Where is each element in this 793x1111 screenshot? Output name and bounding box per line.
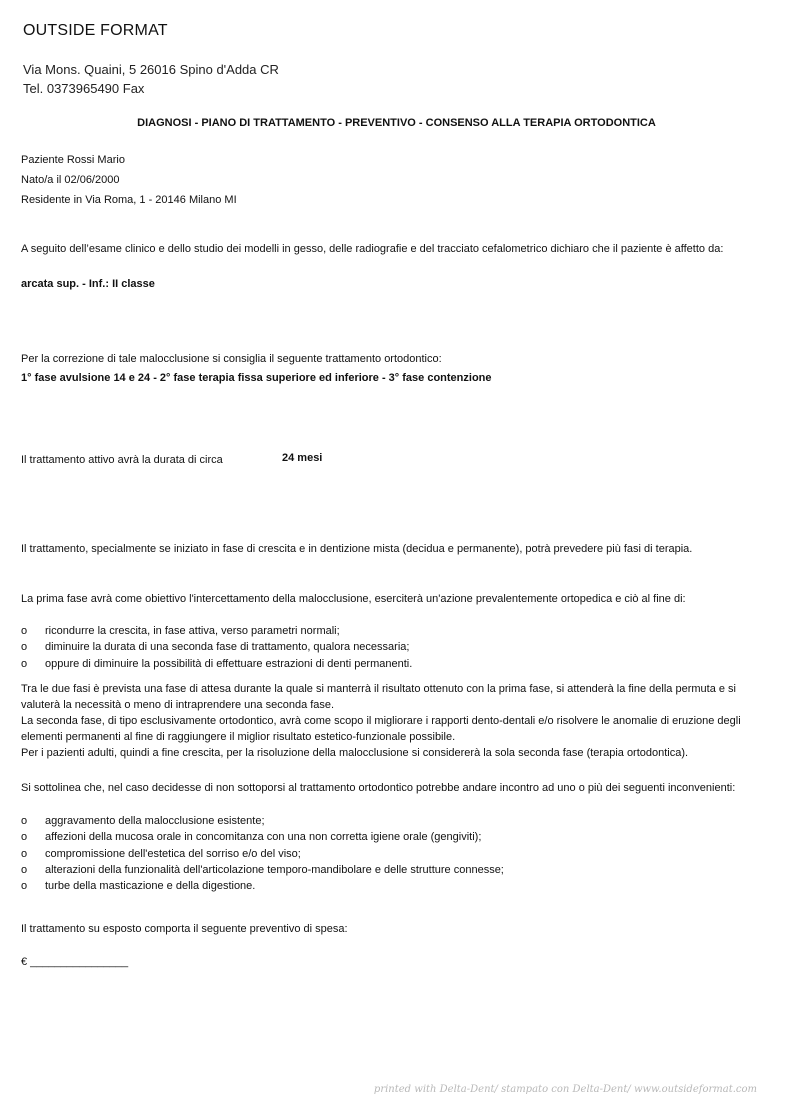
list-item-text: aggravamento della malocclusione esistente; [45, 815, 265, 827]
list-item [21, 862, 751, 878]
phases-paragraph-2: La prima fase avrà come obiettivo l'intercettamento della malocclusione, eserciterà un'azione prevalentemente ortopedica e ciò al fine di: [21, 593, 686, 605]
list-item [21, 623, 751, 639]
list-item [21, 656, 751, 672]
bullet-icon: o [21, 641, 28, 654]
footer-printed-with: printed with Delta-Dent/ stampato con Delta-Dent/ www.outsideformat.com [373, 1084, 757, 1095]
cost-intro: Il trattamento su esposto comporta il seguente preventivo di spesa: [21, 923, 348, 935]
list-item-text: diminuire la durata di una seconda fase di trattamento, qualora necessaria; [45, 641, 410, 654]
document-title: DIAGNOSI - PIANO DI TRATTAMENTO - PREVENTIVO - CONSENSO ALLA TERAPIA ORTODONTICA [137, 117, 656, 129]
phases-paragraph-3: Tra le due fasi è prevista una fase di attesa durante la quale si manterrà il risultato ottenuto con la prima fase, si attenderà la fine della permuta e si valuterà la necessità o meno di intraprendere una seconda fase. [21, 683, 736, 712]
bullet-icon: o [21, 625, 28, 637]
treatment-value: 1° fase avulsione 14 e 24 - 2° fase terapia fissa superiore ed inferiore - 3° fase contenzione [21, 372, 492, 384]
company-phone: Tel. 0373965490 Fax [23, 81, 145, 96]
list-item-text: oppure di diminuire la possibilità di effettuare estrazioni di denti permanenti. [45, 657, 413, 670]
bullet-icon: o [21, 847, 28, 860]
treatment-intro: Per la correzione di tale malocclusione si consiglia il seguente trattamento ortodontico: [21, 353, 442, 365]
bullet-icon: o [21, 657, 28, 670]
company-address: Via Mons. Quaini, 5 26016 Spino d'Adda CR [23, 62, 279, 77]
bullet-icon: o [21, 831, 28, 844]
list-item [21, 829, 751, 845]
diagnosis-intro: A seguito dell’esame clinico e dello studio dei modelli in gesso, delle radiografie e del tracciato cefalometrico dichiaro che il paziente è affetto da: [21, 243, 724, 255]
phase-goals-list [21, 623, 751, 672]
risks-intro: Si sottolinea che, nel caso decidesse di non sottoporsi al trattamento ortodontico potrebbe andare incontro ad uno o più dei seguenti inconvenienti: [21, 782, 736, 794]
list-item [21, 813, 751, 829]
list-item-text: affezioni della mucosa orale in concomitanza con una non corretta igiene orale (gengiviti); [45, 831, 482, 844]
list-item-text: compromissione dell'estetica del sorriso e/o del viso; [45, 847, 301, 860]
company-name: OUTSIDE FORMAT [23, 22, 168, 39]
patient-birth: Nato/a il 02/06/2000 [21, 174, 120, 186]
phases-paragraph-4: La seconda fase, di tipo esclusivamente ortodontico, avrà come scopo il migliorare i rapporti dento-dentali e/o risolvere le anomalie di eruzione degli elementi permanenti al fine di raggiungere il miglior risultato estetico-funzionale possibile. [21, 715, 741, 744]
list-item-text: alterazioni della funzionalità dell'articolazione temporo-mandibolare e delle strutture connesse; [45, 863, 504, 876]
phases-paragraph-1: Il trattamento, specialmente se iniziato in fase di crescita e in dentizione mista (decidua e permanente), potrà prevedere più fasi di terapia. [21, 543, 693, 555]
list-item [21, 846, 751, 862]
cost-amount-line: € ________________ [21, 956, 129, 968]
bullet-icon: o [21, 815, 28, 827]
duration-value: 24 mesi [282, 452, 323, 464]
diagnosis-value: arcata sup. - Inf.: II classe [21, 278, 155, 290]
list-item [21, 639, 751, 655]
phases-paragraph-5: Per i pazienti adulti, quindi a fine crescita, per la risoluzione della malocclusione si considererà la sola seconda fase (terapia ortodontica). [21, 747, 689, 759]
list-item-text: turbe della masticazione e della digestione. [45, 880, 256, 893]
bullet-icon: o [21, 863, 28, 876]
list-item-text: ricondurre la crescita, in fase attiva, verso parametri normali; [45, 625, 340, 637]
list-item [21, 878, 751, 894]
patient-name: Paziente Rossi Mario [21, 154, 125, 166]
risks-list [21, 813, 751, 894]
duration-label: Il trattamento attivo avrà la durata di circa [21, 454, 223, 466]
bullet-icon: o [21, 880, 28, 893]
patient-residence: Residente in Via Roma, 1 - 20146 Milano MI [21, 194, 237, 206]
